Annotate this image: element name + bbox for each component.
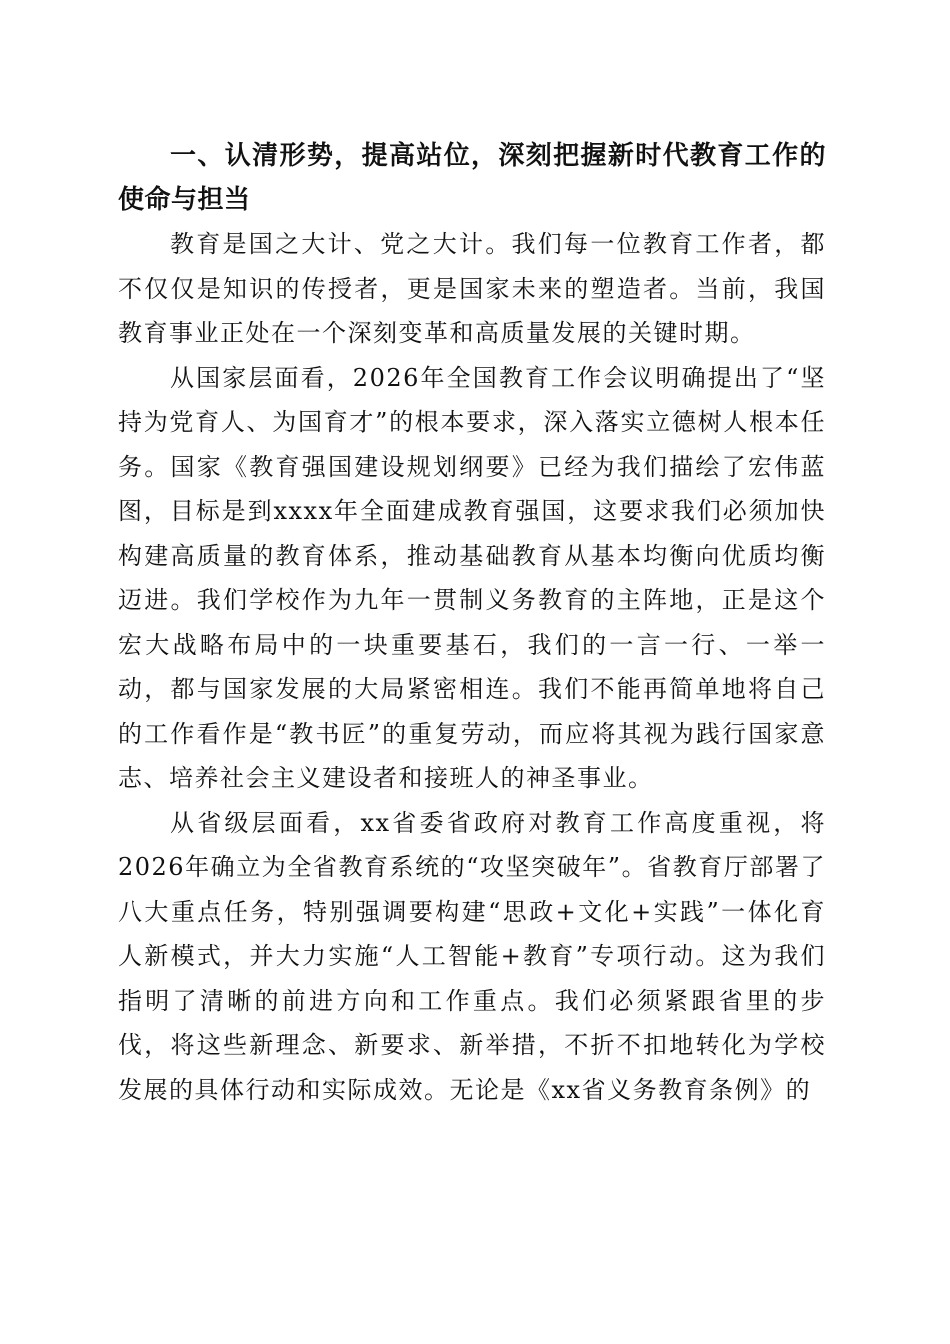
section-heading: 一、认清形势，提高站位，深刻把握新时代教育工作的使命与担当 [118,141,826,215]
paragraph-provincial-level: 从省级层面看，xx省委省政府对教育工作高度重视，将2026年确立为全省教育系统的“攻坚突破年”。省教育厅部署了八大重点任务，特别强调要构建“思政+文化+实践”一体化育人新模式，并大力实施“人工智能+教育”专项行动。这为我们指明了清晰的前进方向和工作重点。我们必须紧跟省里的步伐，将这些新理念、新要求、新举措，不折不扣地转化为学校发展的具体行动和实际成效。无论是《xx省义务教育条例》的 [118,808,826,1104]
document-page [118,134,826,1112]
paragraph-intro: 教育是国之大计、党之大计。我们每一位教育工作者，都不仅仅是知识的传授者，更是国家未来的塑造者。当前，我国教育事业正处在一个深刻变革和高质量发展的关键时期。 [118,230,826,347]
paragraph-national-level: 从国家层面看，2026年全国教育工作会议明确提出了“坚持为党育人、为国育才”的根本要求，深入落实立德树人根本任务。国家《教育强国建设规划纲要》已经为我们描绘了宏伟蓝图，目标是到xxxx年全面建成教育强国，这要求我们必须加快构建高质量的教育体系，推动基础教育从基本均衡向优质均衡迈进。我们学校作为九年一贯制义务教育的主阵地，正是这个宏大战略布局中的一块重要基石，我们的一言一行、一举一动，都与国家发展的大局紧密相连。我们不能再简单地将自己的工作看作是“教书匠”的重复劳动，而应将其视为践行国家意志、培养社会主义建设者和接班人的神圣事业。 [118,363,826,792]
